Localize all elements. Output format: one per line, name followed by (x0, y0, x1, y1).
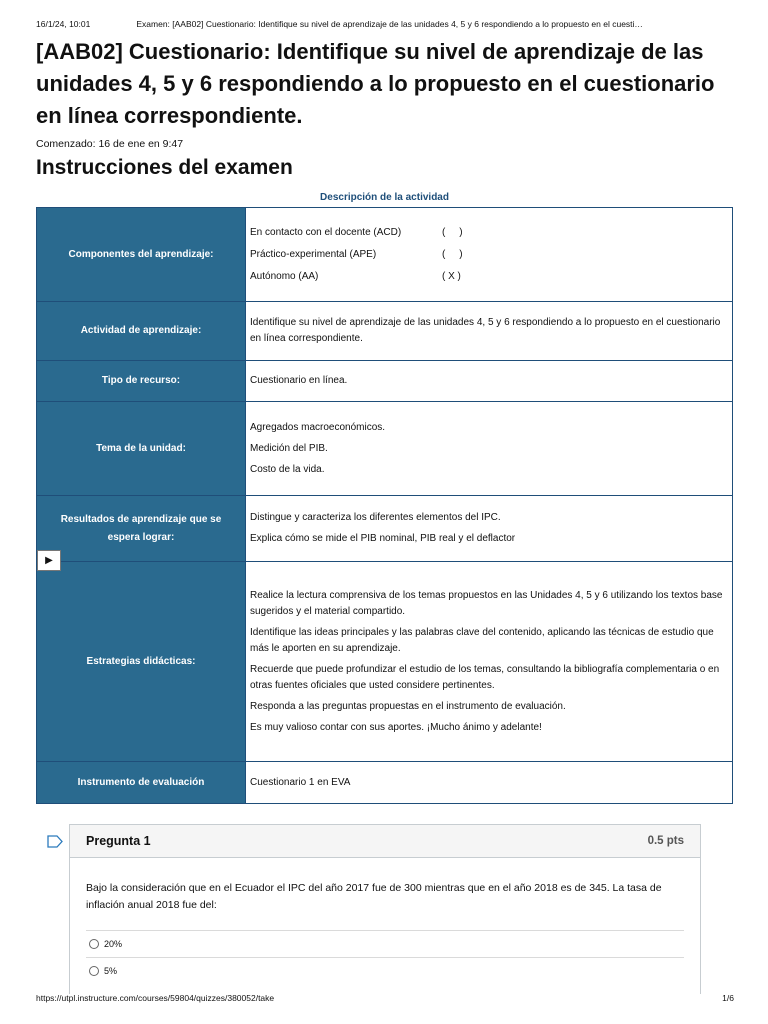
radio-button[interactable] (89, 966, 99, 976)
table-row (37, 402, 733, 496)
print-header (36, 19, 732, 29)
resultado-item: Distingue y caracteriza los diferentes elementos del IPC. (250, 512, 501, 523)
componente-item (250, 269, 728, 285)
row-label-actividad: Actividad de aprendizaje: (37, 302, 246, 361)
estrategia-item: Recuerde que puede profundizar el estudio de los temas, consultando la bibliografía complementaria o en otras fuentes oficiales que usted considere pertinentes. (250, 663, 720, 691)
row-label-estrategias: Estrategias didácticas: (37, 562, 246, 762)
print-page-title: Examen: [AAB02] Cuestionario: Identifique su nivel de aprendizaje de las unidades 4, 5 y 6 respondiendo a lo propuesto en el cuesti… (136, 19, 643, 29)
estrategias-cell (246, 562, 733, 762)
estrategia-item: Es muy valioso contar con sus aportes. ¡Mucho ánimo y adelante! (250, 721, 542, 733)
table-row (37, 302, 733, 361)
estrategia-item: Responda a las preguntas propuestas en el instrumento de evaluación. (250, 700, 566, 712)
play-button[interactable] (37, 550, 61, 571)
table-row (37, 496, 733, 562)
print-footer (36, 993, 734, 1003)
componente-name: Autónomo (AA) (250, 270, 319, 282)
row-label-resultados: Resultados de aprendizaje que se espera lograr: (37, 496, 246, 562)
page-title: [AAB02] Cuestionario: Identifique su nivel de aprendizaje de las unidades 4, 5 y 6 respondiendo a lo propuesto en el cuestionario en línea correspondiente. (36, 39, 715, 128)
row-label-instrumento: Instrumento de evaluación (37, 762, 246, 804)
actividad-cell: Identifique su nivel de aprendizaje de las unidades 4, 5 y 6 respondiendo a lo propuesto en el cuestionario en línea correspondiente. (246, 302, 733, 361)
table-row (37, 762, 733, 804)
answer-option[interactable] (86, 957, 684, 984)
question-title: Pregunta 1 (86, 834, 151, 848)
table-row (37, 562, 733, 762)
instrumento-cell: Cuestionario 1 en EVA (246, 762, 733, 804)
radio-button[interactable] (89, 939, 99, 949)
answer-option[interactable] (86, 930, 684, 957)
activity-description-table (36, 207, 733, 804)
question-points: 0.5 pts (647, 835, 684, 847)
row-label-tipo: Tipo de recurso: (37, 361, 246, 402)
question-bookmark-icon[interactable] (47, 835, 63, 848)
componente-name: En contacto con el docente (ACD) (250, 226, 402, 238)
tema-item: Costo de la vida. (250, 463, 325, 475)
started-timestamp: Comenzado: 16 de ene en 9:47 (36, 138, 184, 150)
answer-list (86, 930, 684, 984)
componente-name: Práctico-experimental (APE) (250, 248, 377, 260)
print-url: https://utpl.instructure.com/courses/59804/quizzes/380052/take (36, 993, 275, 1003)
estrategia-item: Identifique las ideas principales y las palabras clave del contenido, aplicando las técnicas de estudio que más le aporten en su aprendizaje. (250, 626, 714, 654)
resultado-item: Explica cómo se mide el PIB nominal, PIB real y el deflactor (250, 533, 516, 544)
print-page-number: 1/6 (722, 993, 734, 1003)
tipo-cell: Cuestionario en línea. (246, 361, 733, 402)
row-label-tema: Tema de la unidad: (37, 402, 246, 496)
table-caption: Descripción de la actividad (320, 192, 449, 203)
componente-mark: ( ) (442, 248, 463, 260)
estrategia-item: Realice la lectura comprensiva de los temas propuestos en las Unidades 4, 5 y 6 utilizando los textos base sugeridos y el material compartido. (250, 589, 723, 617)
question-header (70, 825, 700, 858)
tema-cell (246, 402, 733, 496)
componente-item (250, 225, 728, 241)
table-row (37, 361, 733, 402)
componentes-cell (246, 208, 733, 302)
table-row (37, 208, 733, 302)
answer-label: 5% (104, 966, 118, 976)
resultados-cell (246, 496, 733, 562)
tema-item: Agregados macroeconómicos. (250, 421, 386, 433)
componente-mark: ( X ) (442, 270, 461, 282)
tema-item: Medición del PIB. (250, 442, 328, 454)
componente-item (250, 247, 728, 263)
instructions-heading: Instrucciones del examen (36, 156, 293, 179)
print-date: 16/1/24, 10:01 (36, 19, 91, 29)
question-text: Bajo la consideración que en el Ecuador el IPC del año 2017 fue de 300 mientras que en el año 2018 es de 345. La tasa de inflación anual 2018 fue del: (86, 882, 662, 911)
row-label-componentes: Componentes del aprendizaje: (37, 208, 246, 302)
play-triangle-icon: ▶ (45, 555, 53, 566)
question-card (69, 824, 701, 994)
answer-label: 20% (104, 939, 123, 949)
componente-mark: ( ) (442, 226, 463, 238)
